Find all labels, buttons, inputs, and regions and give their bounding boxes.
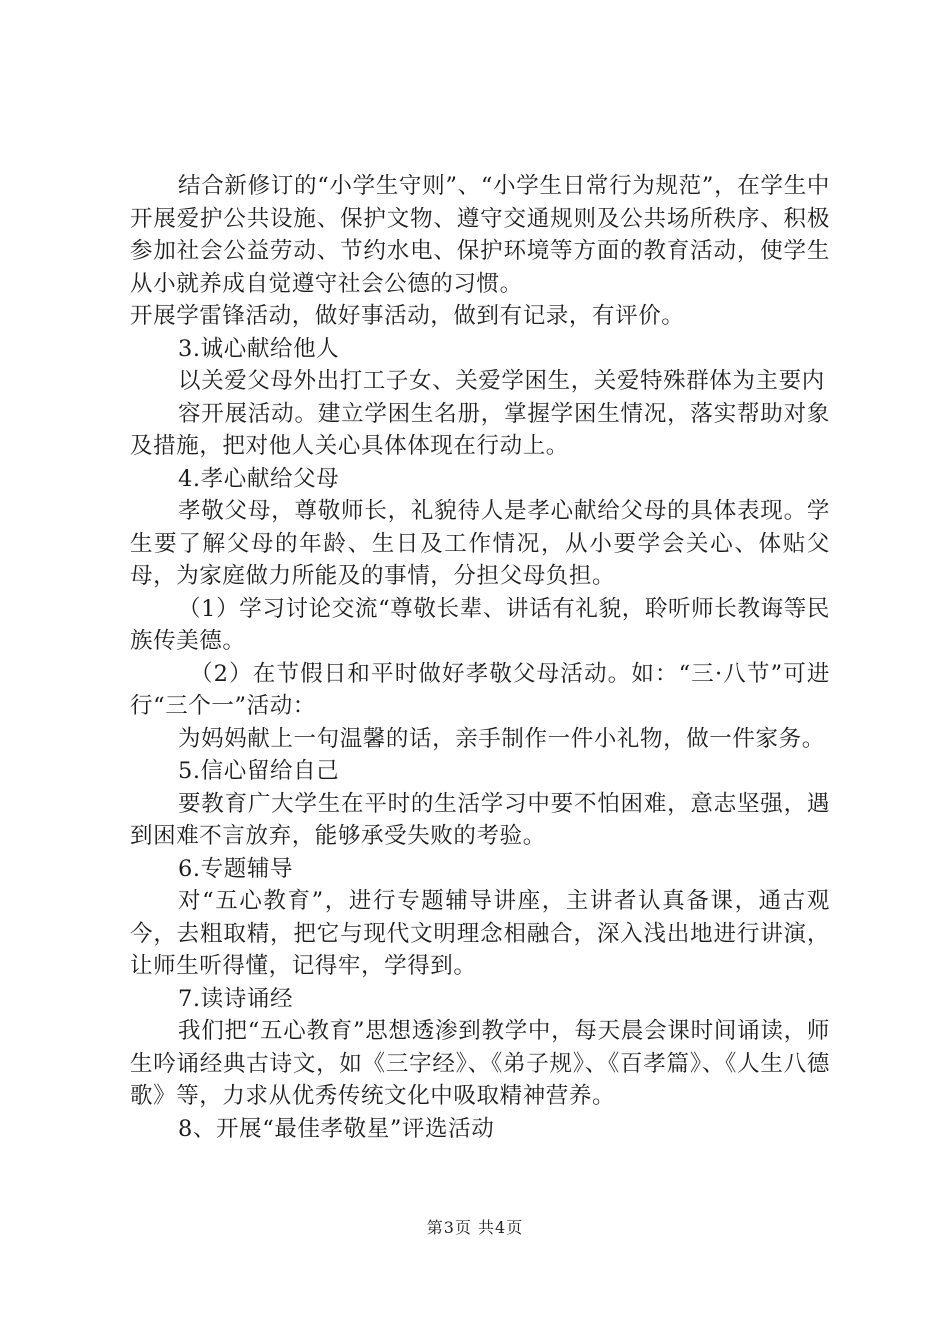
page-number-footer: 第3页 共4页 — [426, 1218, 524, 1237]
paragraph-care-others-continued: 容开展活动。建立学困生名册，掌握学困生情况，落实帮助对象及措施，把对他人关心具体体现在行动上。 — [130, 400, 830, 459]
paragraph-lei-feng: 开展学雷锋活动，做好事活动，做到有记录，有评价。 — [130, 303, 685, 329]
paragraph-care-others: 以关爱父母外出打工子女、关爱学困生，关爱特殊群体为主要内 — [178, 368, 825, 394]
section-heading-5: 5.信心留给自己 — [178, 758, 340, 784]
paragraph-filial-piety: 孝敬父母，尊敬师长，礼貌待人是孝心献给父母的具体表现。学生要了解父母的年龄、生日及工作情况，从小要学会关心、体贴父母，为家庭做力所能及的事情，分担父母负担。 — [130, 498, 830, 589]
paragraph-social-morality: 结合新修订的“小学生守则”、“小学生日常行为规范”，在学生中开展爱护公共设施、保护文物、遵守交通规则及公共场所秩序、积极参加社会公益劳动、节约水电、保护环境等方面的教育活动，使学生从小就养成自觉遵守社会公德的习惯。 — [130, 173, 830, 297]
paragraph-confidence: 要教育广大学生在平时的生活学习中要不怕困难，意志坚强，遇到困难不言放弃，能够承受失败的考验。 — [130, 790, 830, 849]
paragraph-lecture: 对“五心教育”，进行专题辅导讲座，主讲者认真备课，通古观今，去粗取精，把它与现代文明理念相融合，深入浅出地进行讲演，让师生听得懂，记得牢，学得到。 — [130, 888, 830, 979]
document-body — [130, 170, 830, 1145]
section-heading-6: 6.专题辅导 — [178, 855, 294, 882]
paragraph-item-2: （2）在节假日和平时做好孝敬父母活动。如：“三·八节”可进行“三个一”活动： — [130, 660, 830, 719]
section-heading-7: 7.读诗诵经 — [178, 985, 294, 1012]
section-heading-3: 3.诚心献给他人 — [178, 335, 340, 362]
paragraph-mother-gift: 为妈妈献上一句温馨的话，亲手制作一件小礼物，做一件家务。 — [178, 725, 825, 752]
section-heading-4: 4.孝心献给父母 — [178, 465, 340, 492]
paragraph-recitation: 我们把“五心教育”思想透渗到教学中，每天晨会课时间诵读，师生吟诵经典古诗文，如《三字经》、《弟子规》、《百孝篇》、《人生八德歌》等，力求从优秀传统文化中吸取精神营养。 — [130, 1018, 830, 1109]
paragraph-item-1: （1）学习讨论交流“尊敬长辈、讲话有礼貌，聆听师长教诲等民族传美德。 — [130, 595, 830, 654]
section-heading-8: 8、开展“最佳孝敬星”评选活动 — [178, 1115, 495, 1142]
